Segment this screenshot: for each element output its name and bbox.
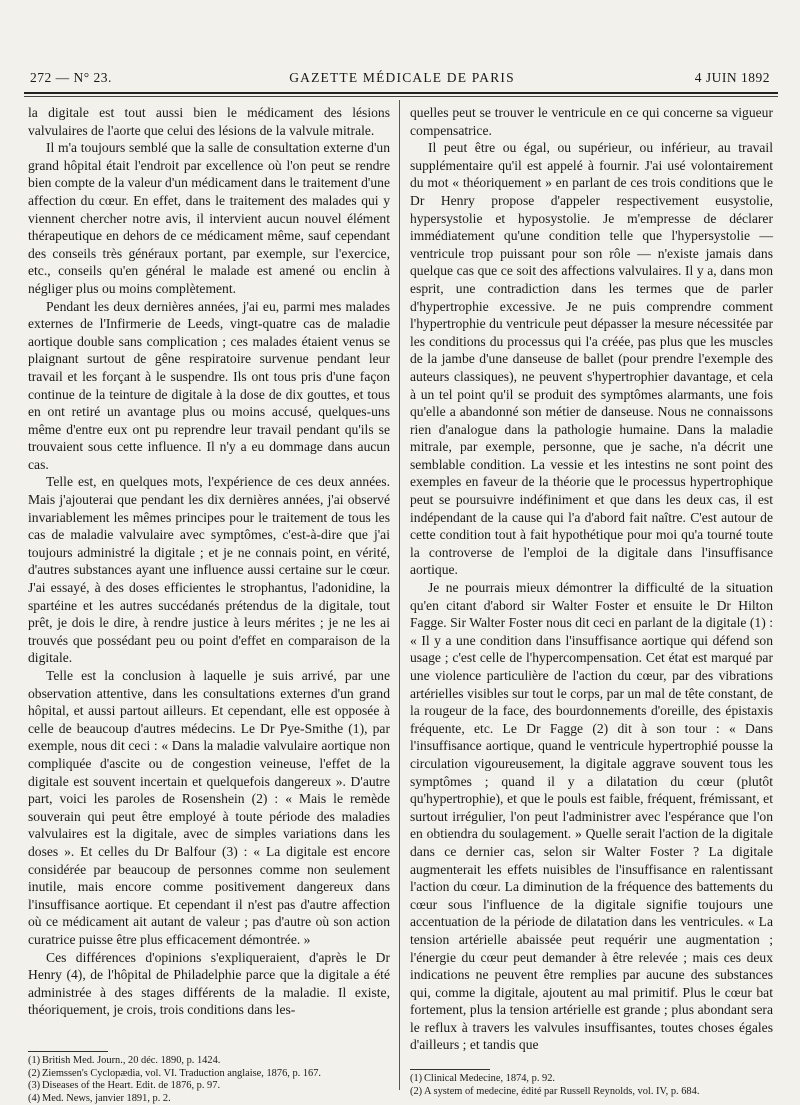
footnote: (2) Ziemssen's Cyclopædia, vol. VI. Traduction anglaise, 1876, p. 167.: [28, 1068, 390, 1081]
paragraph: Telle est, en quelques mots, l'expérience de ces deux années. Mais j'ajouterai que pendant les dix dernières années, j'ai observé invariablement les mêmes principes pour le traitement de tous les cas de maladie valvulaire avec symptômes, c'est-à-dire que j'ai toujours administré la digitale ; et je ne connais point, en vérité, d'autres substances ayant une influence aussi certaine sur le cœur. J'ai essayé, à des doses efficientes le strophantus, l'adonidine, la spartéine et les autres succédanés prétendus de la digitale, tout prêt, je dois le dire, à rendre justice à leurs mérites ; je ne les ai trouvés que possédant peu ou point d'effet en comparaison de la digitale.: [28, 473, 390, 667]
right-footnotes: [410, 1063, 773, 1098]
left-footnotes: [28, 1045, 390, 1105]
footnote: (3) Diseases of the Heart. Edit. de 1876, p. 97.: [28, 1080, 390, 1093]
right-column: [410, 104, 773, 1054]
paragraph: Pendant les deux dernières années, j'ai eu, parmi mes malades externes de l'Infirmerie de Leeds, vingt-quatre cas de maladie aortique double sans complication ; ces malades étaient venus se plaignant surtout de gêne respiratoire survenue pendant leur travail et les forçant à le suspendre. Ils ont tous pris d'une façon continue de la teinture de digitale à la dose de dix gouttes, et tous en ont retiré un avantage plus ou moins accusé, quelques-uns même d'entre eux ont pu reprendre leur travail pendant qu'ils se trouvaient sous cette influence. Il n'y a eu dommage dans aucun cas.: [28, 298, 390, 474]
issue-date: 4 JUIN 1892: [695, 70, 770, 86]
footnote-rule: [410, 1069, 490, 1070]
journal-title: GAZETTE MÉDICALE DE PARIS: [28, 70, 776, 86]
footnote: (1) British Med. Journ., 20 déc. 1890, p. 1424.: [28, 1055, 390, 1068]
left-column: [28, 104, 390, 1019]
paragraph: Telle est la conclusion à laquelle je suis arrivé, par une observation attentive, dans les consultations externes d'un grand hôpital, et aussi partout ailleurs. Et cependant, elle est opposée à celle de beaucoup d'autres médecins. Le Dr Pye-Smithe (1), par exemple, nous dit ceci : « Dans la maladie valvulaire aortique non compliquée d'ascite ou de congestion veineuse, l'effet de la digitale est souvent incertain et quelquefois dangereux ». D'autre part, voici les paroles de Rosenshein (2) : « Mais le remède souverain qui peut être employé à toute période des maladies valvulaires est la digitale, avec de simples variations dans les doses ». Et celles du Dr Balfour (3) : « La digitale est encore considérée par beaucoup de personnes comme non seulement inutile, mais encore comme positivement dangereux dans l'insuffisance aortique. Et cependant il n'est pas d'autre affection où ce médicament ait autant de valeur ; pas d'autre où son action curatrice puisse être plus efficacement démontrée. »: [28, 667, 390, 949]
footnote: (4) Med. News, janvier 1891, p. 2.: [28, 1093, 390, 1105]
page-number: 272 — N° 23.: [30, 70, 112, 86]
paragraph: la digitale est tout aussi bien le médicament des lésions valvulaires de l'aorte que celui des lésions de la valvule mitrale.: [28, 104, 390, 139]
column-divider: [399, 100, 400, 1090]
footnote: (2) A system of medecine, édité par Russell Reynolds, vol. IV, p. 684.: [410, 1086, 773, 1099]
header-rule-thin: [24, 96, 778, 97]
paragraph: Il m'a toujours semblé que la salle de consultation externe d'un grand hôpital était l'endroit par excellence où l'on peut se rendre bien compte de la valeur d'un médicament dans le traitement d'une affection du cœur. En effet, dans le traitement des malades qui y viennent chercher notre avis, il intervient aucun nouvel élément thérapeutique en dehors de ce médicament même, sauf cependant des conseils très généraux portant, par exemple, sur l'exercice, etc., conseils qu'en général le malade est amené ou enclin à négliger plus ou moins complètement.: [28, 139, 390, 297]
footnote: (1) Clinical Medecine, 1874, p. 92.: [410, 1073, 773, 1086]
page-header: [28, 68, 776, 90]
paragraph: Je ne pourrais mieux démontrer la difficulté de la situation qu'en citant d'abord sir Walter Foster et ensuite le Dr Hilton Fagge. Sir Walter Foster nous dit ceci en parlant de la digitale (1) : « Il y a une condition dans l'insuffisance aortique qui défend son usage ; c'est celle de l'hypercompensation. Cet état est marqué par une violence particulière de l'action du cœur, par des vibrations artérielles visibles sur tout le corps, par un mal de tête constant, de la rougeur de la face, des bourdonnements d'oreille, des épistaxis fréquente, etc. Le Dr Fagge (2) dit à son tour : « Dans l'insuffisance aortique, quand le ventricule hypertrophié pousse la circulation vigoureusement, la digitale aggrave souvent tous les symptômes ; quand il y a dilatation du cœur (plutôt qu'hypertrophie), et que le pouls est faible, fréquent, frémissant, et surtout irrégulier, l'on peut l'administrer avec l'espérance que l'on en obtiendra du soulagement. » Quelle serait l'action de la digitale dans ce dernier cas, selon sir Walter Foster ? La digitale augmenterait les effets nuisibles de l'insuffisance en ralentissant l'action du cœur. La diminution de la fréquence des battements du cœur sous l'influence de la digitale signifie toujours une accentuation de la période de dilatation dans les ventricules. « La tension artérielle abaissée peut requérir une augmentation ; l'énergie du cœur peut demander à être relevée ; mais ces deux indications ne peuvent être remplies par aucune des substances qui, comme la digitale, ajoutent au mal primitif. Plus le cœur bat fortement, plus la tension artérielle est grande ; plus abondant sera le reflux à travers les valvules insuffisantes, toutes choses égales d'ailleurs ; et tandis que: [410, 579, 773, 1054]
paragraph: quelles peut se trouver le ventricule en ce qui concerne sa vigueur compensatrice.: [410, 104, 773, 139]
paragraph: Il peut être ou égal, ou supérieur, ou inférieur, au travail supplémentaire qu'il est appelé à fournir. J'ai usé volontairement du mot « théoriquement » en parlant de ces trois conditions que le Dr Henry propose d'appeler respectivement eusystolie, hypersystolie et hyposystolie. Je m'empresse de déclarer immédiatement qu'une condition telle que l'hypersystolie — ventricule trop puissant pour son rôle — n'existe jamais dans quelque cas que ce soit des affections valvulaires. Il y a, dans mon esprit, une contradiction dans les termes que de parler d'hypertrophie excessive. Je ne puis comprendre comment l'hypertrophie du ventricule peut dépasser la mesure nécessitée par les conditions du processus qui l'a créée, pas plus que les muscles de la jambe d'une danseuse de ballet (pour prendre l'exemple des auteurs classiques), ne peuvent s'hypertrophier davantage, et cela à un tel point qu'il se produit des symptômes alarmants, une fois qu'elle a abandonné son métier de danseuse. Nous ne connaissons rien d'analogue dans la pathologie humaine. Dans la maladie mitrale, par exemple, personne, que je sache, n'a décrit une semblable condition. La vessie et les intestins ne sont point des exemples en faveur de la théorie que le processus hypertrophique peut se poursuivre indéfiniment et que dans les deux cas, il est indépendant de la cause qui l'a d'abord fait naître. C'est autour de cette condition tout à fait hypothétique pour moi qu'a tourné toute la controverse de l'emploi de la digitale dans l'insuffisance aortique.: [410, 139, 773, 579]
footnote-rule: [28, 1051, 108, 1052]
paragraph: Ces différences d'opinions s'expliqueraient, d'après le Dr Henry (4), de l'hôpital de Philadelphie parce que la digitale a été administrée à des stages différents de la maladie. Il existe, théoriquement, je crois, trois conditions dans les-: [28, 949, 390, 1019]
header-rule-thick: [24, 92, 778, 94]
